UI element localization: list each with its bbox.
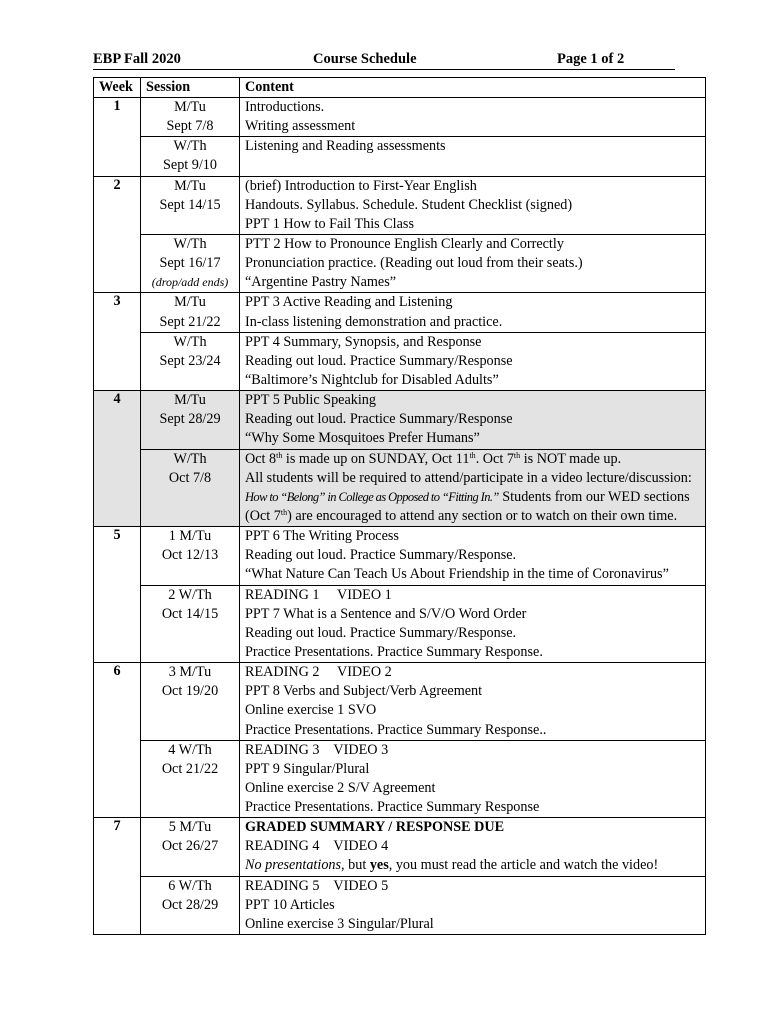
content-line: READING 2 VIDEO 2 [245, 664, 392, 681]
content-cell [240, 876, 706, 934]
content-cell [240, 740, 706, 818]
session-cell [141, 293, 240, 332]
table-row [94, 585, 706, 663]
table-row [94, 527, 706, 585]
text-segment: , you must read the article and watch the video! [388, 857, 659, 874]
session-dates: Oct 28/29 [161, 896, 219, 913]
session-days: M/Tu [174, 99, 206, 115]
content-cell [240, 449, 706, 527]
content-line: Handouts. Syllabus. Schedule. Student Checklist (signed) [245, 196, 573, 213]
session-cell [141, 663, 240, 741]
content-cell [240, 663, 706, 741]
session-days: M/Tu [174, 294, 206, 311]
content-line: Online exercise 1 SVO [245, 702, 377, 719]
session-days: 6 W/Th [168, 877, 212, 894]
content-line: PPT 6 The Writing Process [245, 528, 399, 545]
content-line: READING 4 VIDEO 4 [245, 838, 389, 855]
header-title: Course Schedule [313, 51, 417, 67]
column-header-session: Session [141, 78, 240, 98]
header-course-name: EBP Fall 2020 [93, 51, 181, 67]
session-cell [141, 449, 240, 527]
content-line: In-class listening demonstration and practice. [245, 313, 503, 330]
graded-summary-due: GRADED SUMMARY / RESPONSE DUE [245, 819, 505, 836]
text-segment: . Oct 7 [475, 450, 514, 467]
session-dates: Sept 16/17 [159, 255, 221, 272]
column-header-content: Content [240, 78, 706, 98]
superscript: th [276, 450, 283, 460]
week-number: 3 [94, 293, 141, 391]
table-header-row [94, 78, 706, 98]
content-cell [240, 818, 706, 876]
content-line: Reading out loud. Practice Summary/Response [245, 352, 513, 369]
content-cell [240, 391, 706, 449]
content-line [245, 507, 700, 526]
session-days: 2 W/Th [168, 586, 212, 603]
header-page-number: Page 1 of 2 [557, 51, 625, 67]
content-line: PPT 5 Public Speaking [245, 392, 376, 409]
session-dates: Sept 21/22 [159, 313, 221, 330]
session-days: 3 M/Tu [168, 664, 212, 681]
content-line: PPT 1 How to Fail This Class [245, 215, 414, 232]
content-line: READING 5 VIDEO 5 [245, 877, 389, 894]
content-line [245, 156, 700, 175]
content-line: Pronunciation practice. (Reading out loud from their seats.) [245, 255, 583, 272]
content-line-makeup-notice [245, 450, 700, 469]
text-segment: is made up on SUNDAY, Oct 11 [282, 450, 470, 467]
session-cell [141, 585, 240, 663]
session-days: M/Tu [174, 177, 206, 194]
table-row [94, 818, 706, 876]
content-cell [240, 98, 706, 137]
session-cell [141, 818, 240, 876]
session-cell [141, 234, 240, 292]
session-dates: Oct 14/15 [161, 605, 219, 622]
session-cell [141, 176, 240, 234]
week-number: 7 [94, 818, 141, 935]
session-cell [141, 876, 240, 934]
superscript: th [513, 450, 521, 460]
content-line: “What Nature Can Teach Us About Friendship in the time of Coronavirus” [245, 566, 669, 583]
content-cell [240, 293, 706, 332]
session-days: W/Th [173, 235, 207, 252]
text-segment: Oct 8 [245, 450, 277, 467]
content-line: Practice Presentations. Practice Summary Response.. [245, 721, 547, 738]
session-dates: Sept 9/10 [163, 157, 217, 174]
session-days: 5 M/Tu [168, 819, 212, 836]
table-row [94, 663, 706, 741]
content-line: “Why Some Mosquitoes Prefer Humans” [245, 430, 480, 447]
text-segment: (Oct 7 [245, 507, 281, 524]
text-segment: Students from our WED sections [498, 488, 690, 505]
session-cell [141, 391, 240, 449]
content-cell [240, 137, 706, 176]
session-dates: Sept 14/15 [159, 196, 221, 213]
schedule-table [93, 77, 706, 935]
session-days: W/Th [173, 333, 207, 350]
table-row [94, 137, 706, 176]
table-row [94, 876, 706, 934]
week-number: 6 [94, 663, 141, 818]
text-segment: , but [341, 857, 370, 874]
week-number: 2 [94, 176, 141, 293]
content-line: PPT 10 Articles [245, 896, 335, 913]
session-days: 4 W/Th [168, 741, 212, 758]
session-dates: Oct 12/13 [161, 547, 219, 564]
session-days: M/Tu [174, 392, 206, 409]
content-line: PTT 2 How to Pronounce English Clearly and Correctly [245, 235, 564, 252]
content-line: READING 3 VIDEO 3 [245, 741, 389, 758]
content-cell [240, 527, 706, 585]
week-number: 1 [94, 98, 141, 177]
content-line: Practice Presentations. Practice Summary Response. [245, 643, 543, 660]
content-line: Reading out loud. Practice Summary/Response. [245, 624, 517, 641]
session-dates: Oct 7/8 [168, 469, 212, 486]
content-line: “Argentine Pastry Names” [245, 274, 397, 291]
lecture-title: How to “Belong” in College as Opposed to “Fitting In.” [245, 489, 499, 504]
session-cell [141, 332, 240, 390]
content-line: PPT 7 What is a Sentence and S/V/O Word Order [245, 605, 527, 622]
table-row [94, 449, 706, 527]
content-cell [240, 234, 706, 292]
content-line: PPT 3 Active Reading and Listening [245, 294, 453, 311]
session-days: W/Th [173, 450, 207, 467]
session-cell [141, 740, 240, 818]
content-line: Online exercise 3 Singular/Plural [245, 915, 434, 932]
session-cell [141, 137, 240, 176]
content-line: Writing assessment [245, 118, 356, 135]
session-dates: Sept 23/24 [159, 352, 221, 369]
week-number: 5 [94, 527, 141, 663]
drop-add-note: (drop/add ends) [151, 275, 229, 290]
table-row [94, 740, 706, 818]
column-header-week: Week [94, 78, 141, 98]
content-line: Reading out loud. Practice Summary/Response [245, 411, 513, 428]
session-dates: Oct 26/27 [161, 838, 219, 855]
week-number: 4 [94, 391, 141, 527]
content-line: PPT 8 Verbs and Subject/Verb Agreement [245, 683, 483, 700]
table-row [94, 391, 706, 449]
content-line: Practice Presentations. Practice Summary Response [245, 799, 540, 816]
content-line: “Baltimore’s Nightclub for Disabled Adults” [245, 371, 499, 388]
table-row [94, 234, 706, 292]
content-line: Introductions. [245, 99, 325, 115]
session-dates: Sept 7/8 [166, 118, 214, 135]
table-row [94, 293, 706, 332]
session-cell [141, 98, 240, 137]
content-line: Reading out loud. Practice Summary/Response. [245, 547, 517, 564]
content-line: All students will be required to attend/participate in a video lecture/discussion: [245, 469, 692, 486]
content-cell [240, 332, 706, 390]
content-cell [240, 176, 706, 234]
session-days: 1 M/Tu [168, 528, 212, 545]
content-line: PPT 4 Summary, Synopsis, and Response [245, 333, 482, 350]
session-cell [141, 527, 240, 585]
text-segment: ) are encouraged to attend any section or to watch on their own time. [287, 507, 678, 524]
session-dates: Oct 19/20 [161, 683, 219, 700]
content-line: (brief) Introduction to First-Year English [245, 177, 477, 194]
text-segment: is NOT made up. [520, 450, 622, 467]
superscript: th [469, 450, 476, 460]
content-line-lecture-title [245, 488, 700, 507]
page-header [93, 50, 675, 70]
table-row [94, 332, 706, 390]
session-dates: Oct 21/22 [161, 760, 219, 777]
session-days: W/Th [173, 138, 207, 155]
content-line: Listening and Reading assessments [245, 138, 446, 155]
content-line: READING 1 VIDEO 1 [245, 586, 392, 603]
text-segment: No presentations [245, 857, 342, 874]
content-cell [240, 585, 706, 663]
superscript: th [280, 507, 288, 517]
content-line: PPT 9 Singular/Plural [245, 760, 370, 777]
session-dates: Sept 28/29 [159, 411, 221, 428]
content-line: Online exercise 2 S/V Agreement [245, 779, 436, 796]
table-row [94, 98, 706, 137]
content-line [245, 856, 700, 875]
text-segment: yes [369, 857, 389, 874]
table-row [94, 176, 706, 234]
